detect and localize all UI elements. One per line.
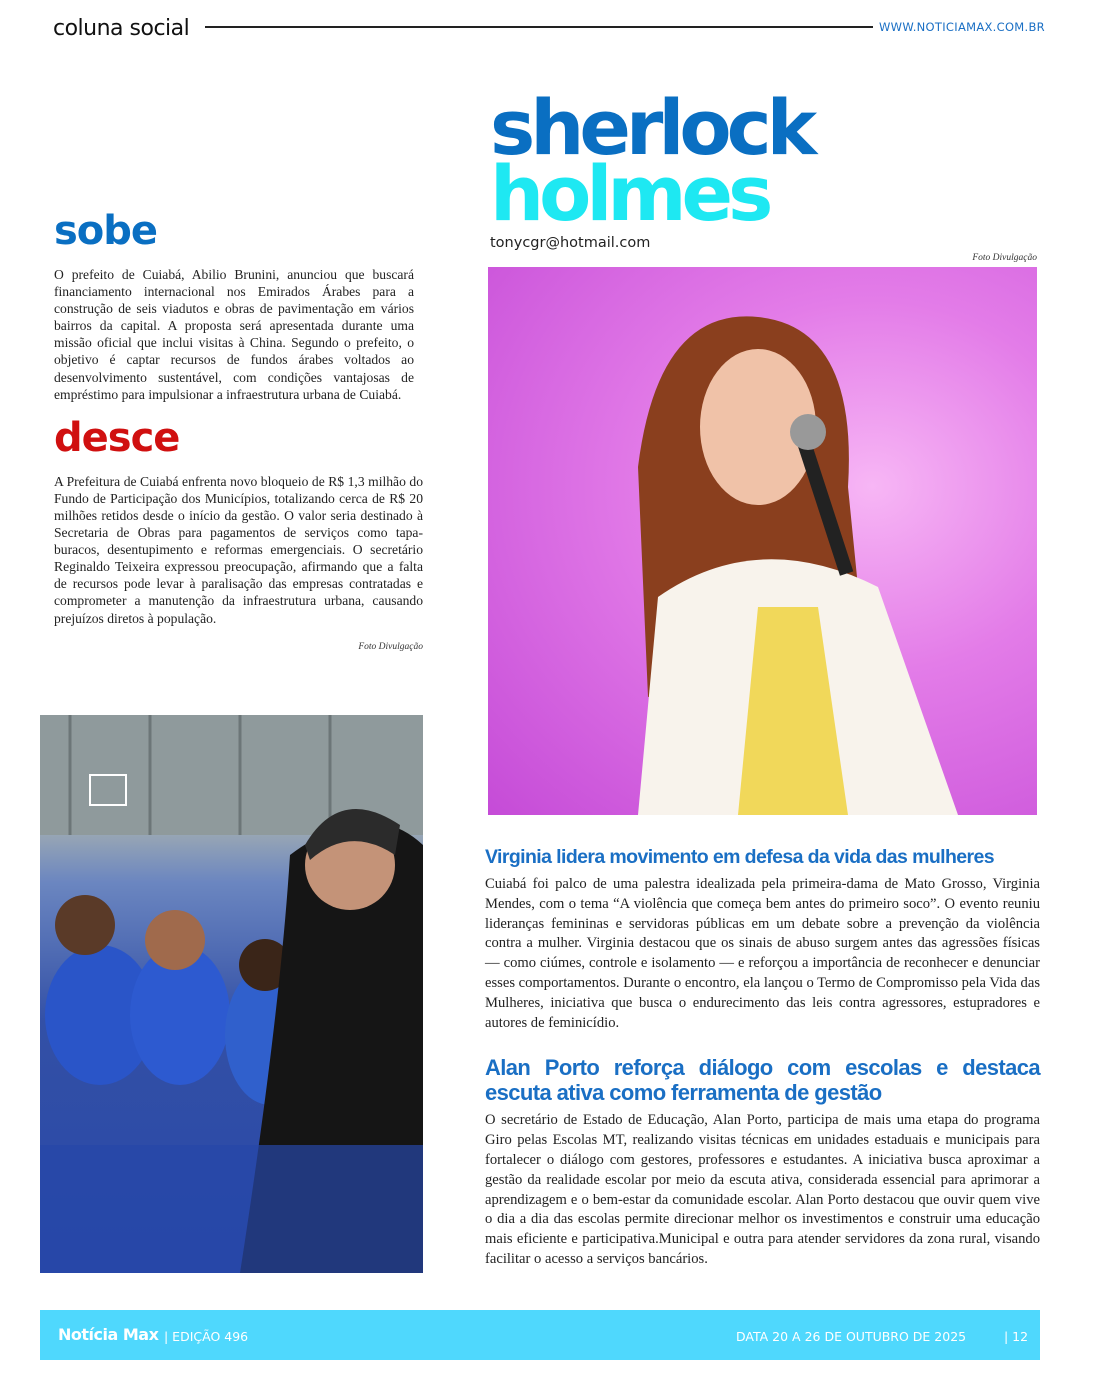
article-headline: Alan Porto reforça diálogo com escolas e destaca escuta ativa como ferramenta de gestão: [485, 1055, 1040, 1106]
header-divider: [205, 26, 873, 28]
school-visit-photo: [40, 715, 423, 1273]
photo-illustration: [488, 267, 1037, 815]
photo-illustration: [40, 715, 423, 1273]
article-body: O secretário de Estado de Educação, Alan Porto, participa de mais uma etapa do programa Giro pelas Escolas MT, realizando visitas técnicas em unidades estaduais e municipais para fortalecer o diálogo com gestores, professores e estudantes. A iniciativa busca aproximar a gestão da realidade escolar por meio da escuta ativa, considerada essencial para aprimorar a aprendizagem e o bem-estar da comunidade escolar. Alan Porto destacou que ouvir quem vive o dia a dia das escolas permite direcionar melhor os investimentos e construir uma educação mais eficiente e participativa.Municipal e outra para atender servidores da zona rural, visando facilitar o acesso a serviços bancários.: [485, 1112, 1040, 1267]
right-column: [485, 846, 1040, 1270]
sobe-heading: sobe: [54, 208, 158, 254]
page-number: | 12: [1004, 1329, 1029, 1344]
page-footer: [40, 1310, 1040, 1360]
footer-date: DATA 20 A 26 DE OUTUBRO DE 2025: [736, 1329, 967, 1344]
footer-edition: | EDIÇÃO 496: [164, 1329, 249, 1344]
footer-brand: Notícia Max: [58, 1325, 159, 1344]
desce-heading: desce: [54, 414, 180, 461]
desce-text: A Prefeitura de Cuiabá enfrenta novo bloqueio de R$ 1,3 milhão do Fundo de Participação dos Municípios, totalizando cerca de R$ 20 milhões retidos desde o início da gestão. O valor seria destinado à Secretaria de Obras para pagamentos de serviços como tapa-buracos, desentupimento e reformas emergenciais. O secretário Reginaldo Teixeira expressou preocupação, afirmando que a falta de recursos pode levar à paralisação das empresas contratadas e comprometer a manutenção da infraestrutura urbana, causando prejuízos diretos à população.: [54, 473, 423, 626]
section-title: coluna social: [53, 16, 190, 41]
column-logo-sherlock: sherlock: [490, 83, 813, 172]
author-email[interactable]: tonycgr@hotmail.com: [490, 235, 651, 251]
article-body: Cuiabá foi palco de uma palestra idealizada pela primeira-dama de Mato Grosso, Virginia Mendes, com o tema “A violência que começa bem antes do primeiro soco”. O evento reuniu lideranças femininas e servidoras públicas em um debate sobre a prevenção da violência contra a mulher. Virginia destacou que os sinais de abuso surgem antes das agressões físicas — como ciúmes, controle e isolamento — e reforçou a importância de reconhecer e denunciar esses comportamentos. Durante o encontro, ela lançou o Termo de Compromisso pela Vida das Mulheres, iniciativa que busca o endurecimento das leis contra agressores, estupradores e autores de feminicídio.: [485, 876, 1040, 1031]
speaker-photo: [488, 267, 1037, 815]
article-headline: Virginia lidera movimento em defesa da vida das mulheres: [485, 846, 994, 868]
column-logo-holmes: holmes: [490, 149, 769, 238]
photo-caption: Foto Divulgação: [972, 253, 1037, 263]
photo-caption: Foto Divulgação: [358, 641, 423, 652]
left-column: [54, 208, 423, 653]
sobe-text: O prefeito de Cuiabá, Abilio Brunini, anunciou que buscará financiamento internacional nos Emirados Árabes para a construção de seis viadutos e obras de pavimentação em vários bairros da capital. A proposta será apresentada durante uma missão oficial que inclui visitas à China. Segundo o prefeito, o objetivo é captar recursos de fundos árabes voltados ao desenvolvimento sustentável, com condições vantajosas de empréstimo para impulsionar a infraestrutura urbana de Cuiabá.: [54, 267, 414, 402]
site-url[interactable]: WWW.NOTICIAMAX.COM.BR: [879, 20, 1045, 34]
